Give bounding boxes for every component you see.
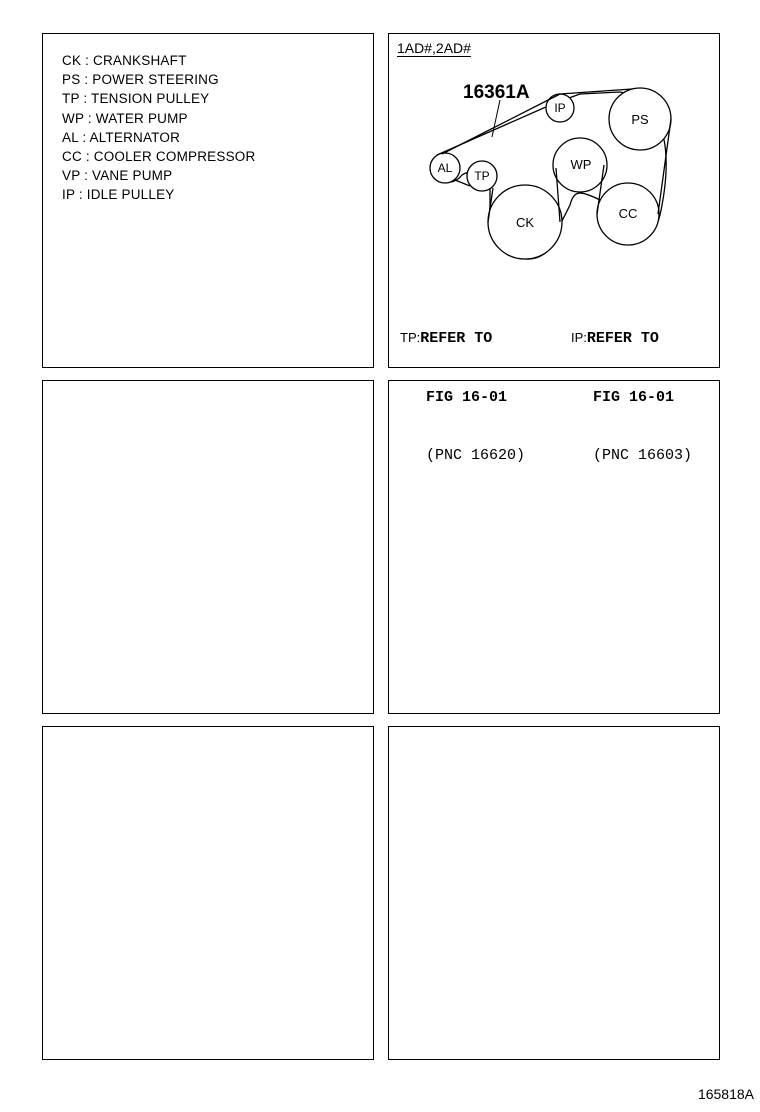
ip-reference-pnc: (PNC 16603) [593,447,693,464]
ip-reference-line2: FIG 16-01 [593,388,675,406]
ip-reference-prefix: IP: [571,330,587,345]
legend-item-ps: PS : POWER STEERING [62,72,219,88]
tp-label: TP [474,169,490,183]
illustration-code: 165818A [697,1086,754,1102]
ip-reference [571,289,692,485]
ps-label: PS [631,112,649,127]
legend-item-ip: IP : IDLE PULLEY [62,187,175,203]
part-number-leader [492,100,500,137]
ck-label: CK [515,215,535,230]
legend-item-cc: CC : COOLER COMPRESSOR [62,149,256,165]
al-label: AL [437,161,453,175]
tp-reference-line2: FIG 16-01 [426,388,508,406]
cc-label: CC [618,206,638,221]
legend-item-al: AL : ALTERNATOR [62,129,181,145]
legend-item-ck: CK : CRANKSHAFT [62,53,187,68]
ip-reference-line1: REFER TO [586,330,659,347]
legend-item-tp: TP : TENSION PULLEY [62,91,210,107]
ip-label: IP [554,101,566,115]
tp-reference-prefix: TP: [400,330,421,345]
tp-reference [400,289,525,485]
legend-item-wp: WP : WATER PUMP [62,110,188,126]
engine-variant-label: 1AD#,2AD# [397,40,471,56]
tp-reference-line1: REFER TO [420,330,493,347]
part-number-label: 16361A [463,82,530,103]
tp-reference-pnc: (PNC 16620) [426,447,526,464]
wp-label: WP [570,157,592,172]
legend-item-vp: VP : VANE PUMP [62,168,173,184]
